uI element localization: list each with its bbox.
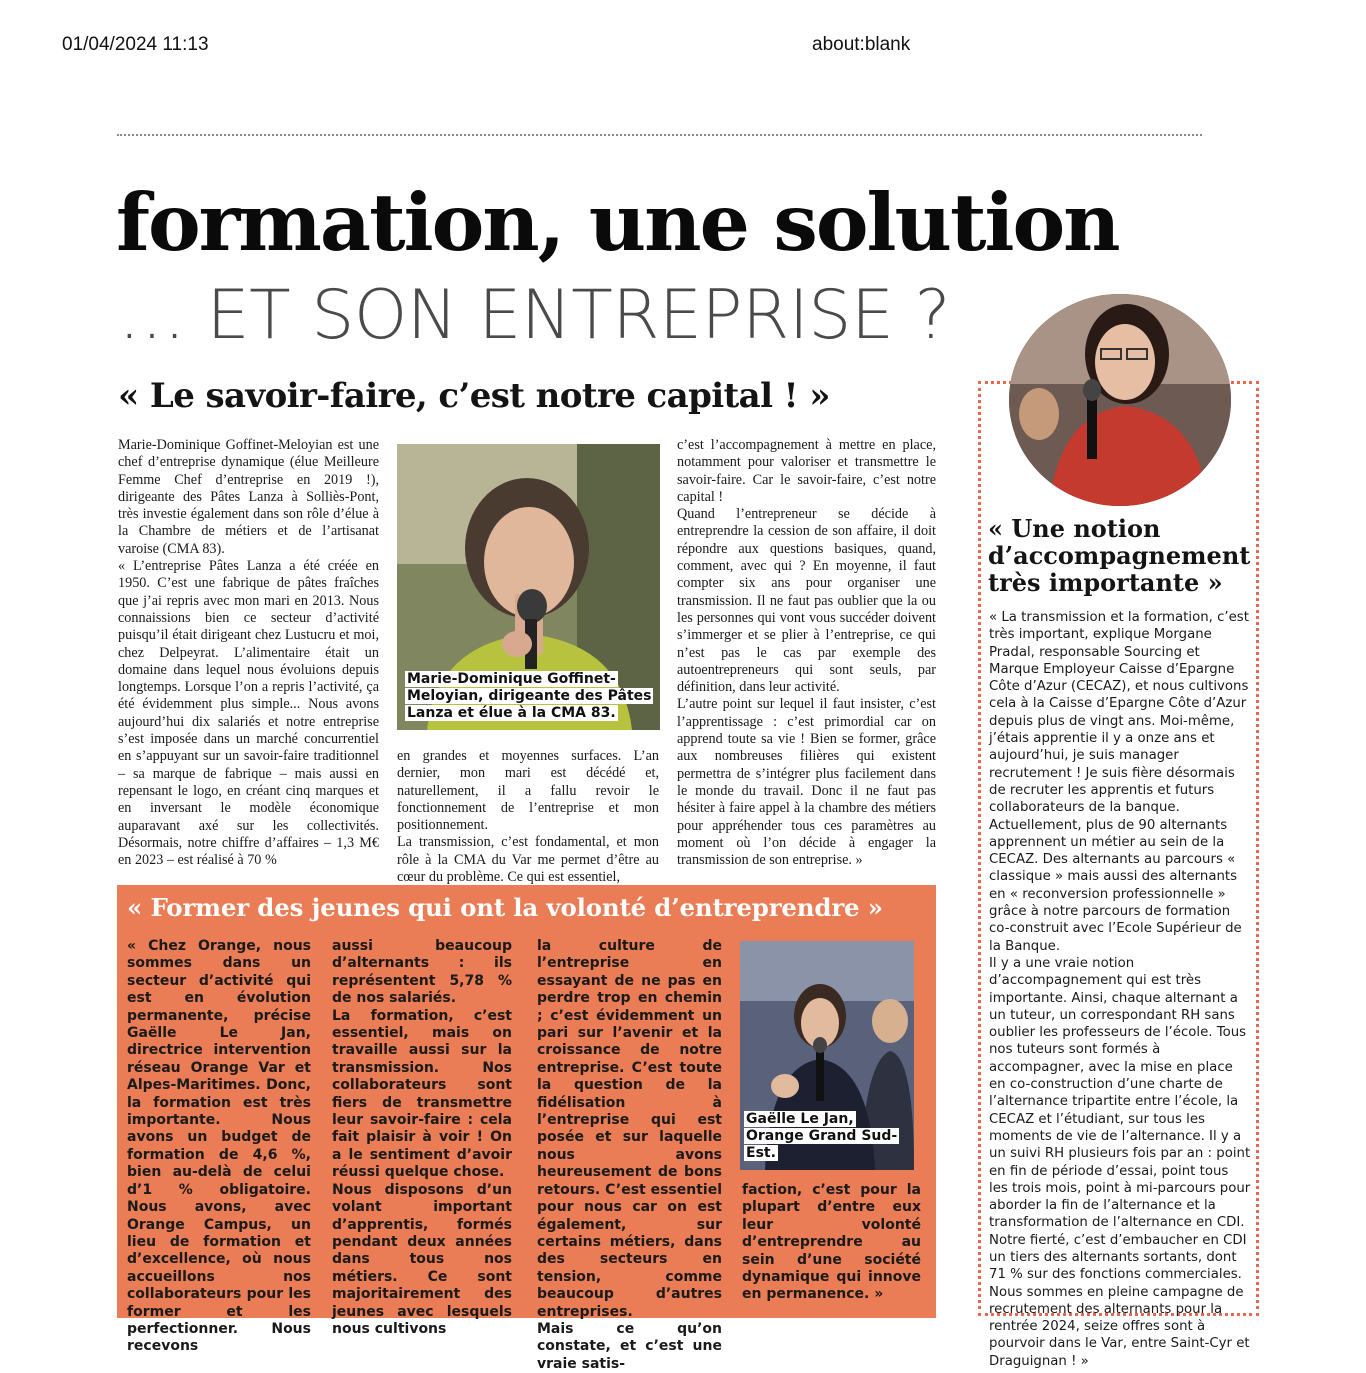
paragraph: La formation, c’est essentiel, mais on travaille aussi sur la transmission. Nos collaborateurs sont fiers de transmettre leur savoir-faire : cela fait plaisir à voir ! On a le sentiment d’avoir réussi quelque chose. [332,1007,512,1181]
paragraph: faction, c’est pour la plupart d’entre eux leur volonté d’entreprendre au sein d’une société dynamique qui innove en permanence. » [742,1182,921,1303]
paragraph: « L’entreprise Pâtes Lanza a été créée en 1950. C’est une fabrique de pâtes fraîches que j’ai repris avec mon mari en 2013. Nous connaissions bien ce secteur d’activité puisqu’il était dirigeant chez Lustucru et moi, chez Delpeyrat. L’alimentaire était un domaine dans lequel nous évoluions depuis longtemps. Lorsque l’on a repris l’activité, ça été évidemment plus simple... Nous avons aujourd’hui dix salariés et notre entreprise s’est imposée dans un marché concurrentiel en s’appuyant sur un savoir-faire traditionnel – sa marque de fabrique – mais aussi en repensant le logo, en créant cinq marques et en inversant le modèle économique auparavant axé sur les collectivités. Désormais, notre chiffre d’affaires – 1,3 M€ en 2023 – est réalisé à 70 % [118,558,379,869]
section1-column-3 [677,437,936,869]
orange-box [117,885,936,1372]
photo-goffinet-meloyian [397,444,660,730]
print-url: about:blank [812,34,911,55]
sidebar-heading: « Une notion d’accompagnement très importante » [988,514,1251,597]
paragraph: Marie-Dominique Goffinet-Meloyian est une chef d’entreprise dynamique (élue Meilleure Femme Chef d’entreprise en 2019 !), dirigeante des Pâtes Lanza à Solliès-Pont, très investie également dans son rôle d’élue à la Chambre de métiers et de l’artisanat varoise (CMA 83). [118,437,379,557]
article-subtitle: … ET SON ENTREPRISE ? [118,276,951,355]
paragraph: Quand l’entrepreneur se décide à entreprendre la cession de son affaire, il doit répondre aux questions basiques, quand, comment, avec qui ? En moyenne, il faut compter six ans pour organiser une transmission. Il ne faut pas oublier que la ou les personnes qui vont vous succéder doivent s’immerger et se plier à l’entreprise, ce qui n’est pas le cas par exemple des autoentrepreneurs qui sont seuls, par définition, dans leur activité. [677,506,936,696]
paragraph: La transmission, c’est fondamental, et mon rôle à la CMA du Var me permet d’être au cœur du problème. Ce qui est essentiel, [397,834,659,886]
photo-caption: Gaëlle Le Jan, Orange Grand Sud-Est. [746,1111,898,1161]
paragraph: en grandes et moyennes surfaces. L’an dernier, mon mari est décédé et, naturellement, il a fallu revoir le fonctionnement de l’entreprise et mon positionnement. [397,748,659,834]
section2-column-1 [127,938,311,1356]
photo-pradal [1009,294,1231,506]
section2-heading: « Former des jeunes qui ont la volonté d’entreprendre » [127,893,883,922]
paragraph: Mais ce qu’on constate, et c’est une vraie satis- [537,1320,722,1372]
article-title: formation, une solution [116,176,1119,269]
paragraph: Nous disposons d’un volant important d’apprentis, formés pendant deux années dans tous nos métiers. Ce sont majoritairement des jeunes avec lesquels nous cultivons [332,1181,512,1337]
photo-le-jan [740,941,914,1170]
section1-heading: « Le savoir-faire, c’est notre capital ! » [118,376,830,416]
print-datetime: 01/04/2024 11:13 [62,34,209,55]
paragraph: la culture de l’entreprise en essayant de ne pas en perdre trop en chemin ; c’est évidemment un pari sur l’avenir et la croissance de notre entreprise. C’est toute la question de la fidélisation à l’entreprise qui est posée et sur laquelle nous avons heureusement de bons retours. C’est essentiel pour nous car on est également, sur certains métiers, dans des secteurs en tension, comme beaucoup d’autres entreprises. [537,938,723,1320]
portrait-photo-icon [1009,294,1231,506]
paragraph: L’autre point sur lequel il faut insister, c’est l’apprentissage : c’est primordial car on apprend toute sa vie ! Bien se former, grâce aux nombreuses filières qui existent permettra de s’intégrer plus facilement dans le monde du travail. Donc il ne faut pas hésiter à faire appel à la chambre des métiers pour appréhender tous ces paramètres au moment où l’on décide à engager la transmission de son entreprise. » [677,696,936,869]
paragraph: « La transmission et la formation, c’est très important, explique Morgane Pradal, responsable Sourcing et Marque Employeur Caisse d’Epargne Côte d’Azur (CECAZ), et nous cultivons cela à la Caisse d’Epargne Côte d’Azur depuis plus de vingt ans. Moi-même, j’étais apprentie il y a onze ans et aujourd’hui, je suis manager recrutement ! Je suis fière désormais de recruter les apprentis et futurs collaborateurs de la banque. [989,610,1249,816]
paragraph: aussi beaucoup d’alternants : ils représentent 5,78 % de nos salariés. [332,938,512,1007]
sidebar-text [989,609,1251,1370]
section1-column-2 [397,748,659,886]
paragraph: « Chez Orange, nous sommes dans un secteur d’activité qui est en évolution permanente, précise Gaëlle Le Jan, directrice intervention réseau Orange Var et Alpes-Maritimes. Donc, la formation est très importante. Nous avons un budget de formation de 4,6 %, bien au-delà de celui d’1 % obligatoire. Nous avons, avec Orange Campus, un lieu de formation et d’excellence, où nous accueillons nos collaborateurs pour les former et les perfectionner. Nous recevons [127,938,311,1355]
dotted-rule [117,134,1202,136]
paragraph: Actuellement, plus de 90 alternants apprennent un métier au sein de la CECAZ. Des alternants au parcours « classique » mais aussi des alternants en « reconversion professionnelle » grâce à notre parcours de formation co-construit avec l’Ecole Supérieur de la Banque. [989,817,1242,954]
section2-column-4 [742,1182,921,1304]
section2-column-2 [332,938,512,1338]
paragraph: Il y a une vraie notion d’accompagnement qui est très importante. Ainsi, chaque alternant a un tuteur, un correspondant RH sans oublier les professeurs de l’école. Tous nos tuteurs sont formés à accompagner, avec la mise en place en co-construction d’une charte de l’alternance tripartite entre l’école, la CECAZ et l’étudiant, sur tous les moments de vie de l’alternance. Il y a un suivi RH plusieurs fois par an : point en fin de période d’essai, point tous les trois mois, point à mi-parcours pour aborder la fin de l’alternance et la transformation de l’alternance en CDI. Notre fierté, c’est d’embaucher en CDI un tiers des alternants sortants, dont 71 % sur des fonctions commerciales. Nous sommes en pleine campagne de recrutement des alternants pour la rentrée 2024, seize offres sont à pourvoir dans le Var, entre Saint-Cyr et Draguignan ! » [989,955,1251,1369]
section2-column-3 [537,938,722,1373]
section1-column-1 [118,437,379,869]
paragraph: c’est l’accompagnement à mettre en place, notamment pour valoriser et transmettre le savoir-faire. Car le savoir-faire, c’est notre capital ! [677,437,936,505]
photo-caption: Marie-Dominique Goffinet-Meloyian, dirigeante des Pâtes Lanza et élue à la CMA 83. [407,671,652,721]
